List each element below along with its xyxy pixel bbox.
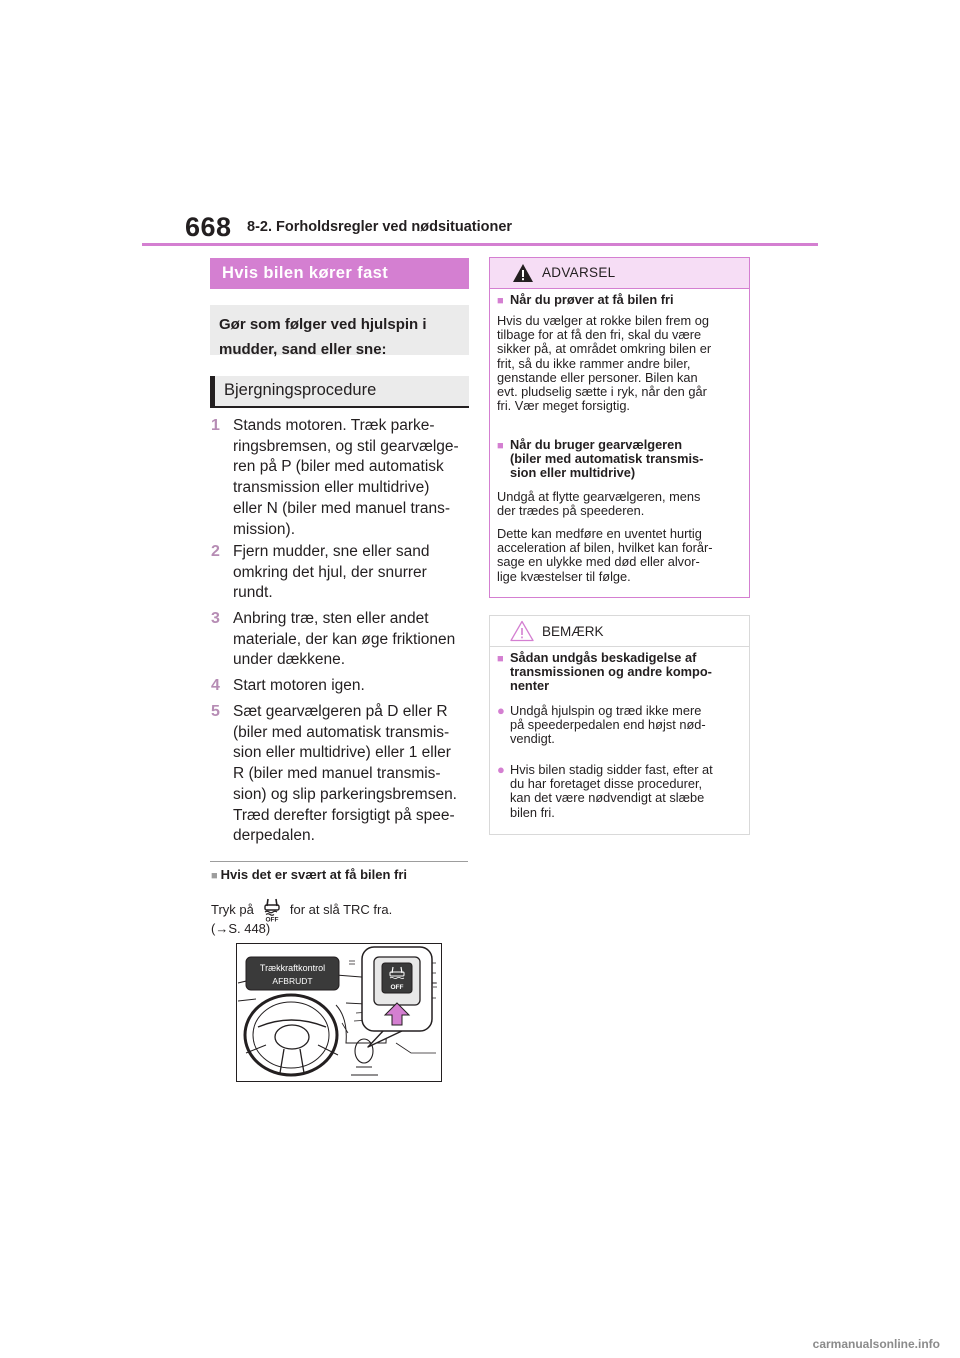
step-line: Start motoren igen. [233,677,365,694]
svg-text:OFF: OFF [265,916,279,922]
caution-bullet [497,763,756,820]
step-line: sion eller multidrive) eller 1 eller [233,744,451,762]
step-line: transmission eller multidrive) [233,479,430,497]
warning-item-heading [497,438,756,481]
section-title: 8-2. Forholdsregler ved nødsituationer [247,219,513,235]
text-line: sion eller multidrive) [510,465,636,481]
text-line: sage en ulykke med død eller alvor- [497,554,700,570]
text-line: der trædes på speederen. [497,503,645,519]
text-line: Undgå at flytte gearvælgeren, mens [497,489,701,504]
step-line: omkring det hjul, der snurrer [233,563,427,581]
caution-title: BEMÆRK [542,624,604,639]
warning-title: ADVARSEL [542,265,616,280]
note-heading [211,867,407,882]
subsection-heading: Bjergningsprocedure [210,376,469,407]
note-rule [210,861,468,862]
header-rule [142,243,818,246]
text-line: sikker på, at området omkring bilen er [497,341,712,357]
text-line: Når du bruger gearvælgeren [510,437,683,452]
square-bullet-icon: ■ [497,440,504,452]
step-text [233,609,471,671]
intro-box [210,305,469,358]
caution-triangle-icon [510,620,534,642]
text-line: Sådan undgås beskadigelse af [510,650,697,665]
text-line: lige kvæstelser til følge. [497,568,631,584]
warning-paragraph [497,490,743,518]
text-line: genstande eller personer. Bilen kan [497,369,698,385]
text-line: nenter [510,678,550,694]
text-line: Hvis bilen stadig sidder fast, efter at [510,762,713,777]
step-line: ren på P (biler med automatisk [233,458,444,476]
step-line: materiale, der kan øge friktionen [233,630,456,648]
text-line: vendigt. [510,731,555,747]
section-heading: Hvis bilen kører fast [210,258,469,289]
note-heading-text: Hvis det er svært at få bilen fri [220,867,408,882]
step-5 [211,702,471,847]
display-text: AFBRUDT [272,976,313,986]
step-line: (biler med automatisk transmis- [233,723,450,741]
step-line: eller N (biler med manuel trans- [233,499,451,517]
subsection-rule [210,406,469,408]
caution-header [490,616,749,647]
watermark: carmanualsonline.info [812,1337,940,1351]
step-text [233,416,471,540]
step-line: derpedalen. [233,827,315,845]
page-reference: (→S. 448) [211,921,271,936]
caution-box [489,615,750,835]
intro-line: mudder, sand eller sne: [219,341,387,358]
caution-bullet [497,704,756,747]
step-number: 3 [211,610,220,627]
text-line: transmissionen og andre kompo- [510,664,712,680]
step-line: rundt. [233,584,273,602]
step-line: ringsbremsen, og stil gearvælge- [233,437,459,455]
intro-line: Gør som følger ved hjulspin i [219,316,427,333]
step-line: under dækkene. [233,651,346,669]
step-text [233,702,471,847]
dashboard-illustration [236,943,442,1082]
step-1 [211,416,471,540]
text-line: Hvis du vælger at rokke bilen frem og [497,313,709,328]
text-line: Undgå hjulspin og træd ikke mere [510,703,702,718]
page-number: 668 [185,212,232,242]
display-text: Trækkraftkontrol [259,963,326,973]
button-label: OFF [390,984,404,991]
text-line: fri. Vær meget forsigtig. [497,398,630,414]
warning-box [489,257,750,598]
text-line: tilbage for at få den fri, skal du være [497,327,702,343]
step-line: Fjern mudder, sne eller sand [233,543,430,560]
square-bullet-icon: ■ [497,295,504,307]
step-number: 2 [211,543,220,560]
step-line: Anbring træ, sten eller andet [233,610,429,627]
note-text: Tryk på [211,902,254,917]
warning-heading-text: Når du prøver at få bilen fri [510,292,674,307]
step-line: sion) og slip parkeringsbremsen. [233,785,457,803]
warning-header [490,258,749,289]
step-line: Træd derefter forsigtigt på spee- [233,806,455,824]
step-4 [211,676,471,697]
step-number: 1 [211,417,220,434]
step-2 [211,542,471,604]
circle-bullet-icon: ● [497,762,505,777]
text-line: kan det være nødvendigt at slæbe [510,790,705,806]
text-line: bilen fri. [510,804,555,820]
text-line: (biler med automatisk transmis- [510,451,704,467]
warning-paragraph [497,527,743,584]
caution-heading [497,651,756,694]
text-line: du har foretaget disse procedurer, [510,776,703,792]
text-line: acceleration af bilen, hvilket kan forår- [497,540,713,556]
step-text [233,676,471,697]
warning-item-heading [497,293,756,307]
text-line: på speederpedalen end højst nød- [510,717,706,733]
text-line: frit, så du ikke rammer andre biler, [497,355,691,371]
note-body [211,896,471,937]
square-bullet-icon: ■ [211,870,218,882]
warning-paragraph [497,314,743,413]
step-text [233,542,471,604]
step-number: 4 [211,677,220,694]
step-line: mission). [233,520,296,538]
text-line: evt. pludselig sætte i ryk, når den går [497,384,707,400]
step-number: 5 [211,703,220,720]
note-text: for at slå TRC fra. [289,902,393,917]
square-bullet-icon: ■ [497,653,504,665]
circle-bullet-icon: ● [497,703,505,718]
warning-triangle-icon [512,263,534,283]
text-line: Dette kan medføre en uventet hurtig [497,526,702,541]
trc-off-icon [259,896,285,922]
step-3 [211,609,471,671]
step-line: Sæt gearvælgeren på D eller R [233,703,448,720]
step-line: R (biler med manuel transmis- [233,765,441,783]
step-line: Stands motoren. Træk parke- [233,417,435,434]
